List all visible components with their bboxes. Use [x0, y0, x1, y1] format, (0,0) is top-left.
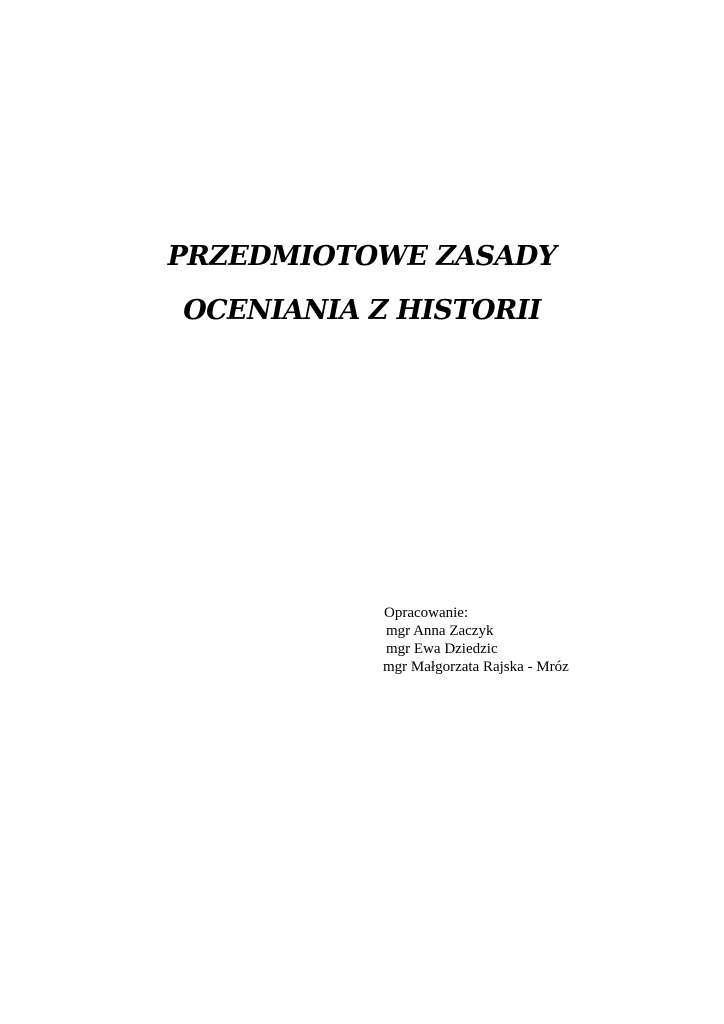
authors-block — [383, 604, 569, 676]
author-name: mgr Małgorzata Rajska - Mróz — [383, 659, 569, 675]
author-name: mgr Ewa Dziedzic — [386, 641, 498, 657]
title-line-2: OCENIANIA Z HISTORII — [183, 295, 541, 326]
author-name: mgr Anna Zaczyk — [386, 623, 494, 639]
title-line-1: PRZEDMIOTOWE ZASADY — [167, 241, 557, 272]
prepared-by-label: Opracowanie: — [384, 605, 469, 621]
